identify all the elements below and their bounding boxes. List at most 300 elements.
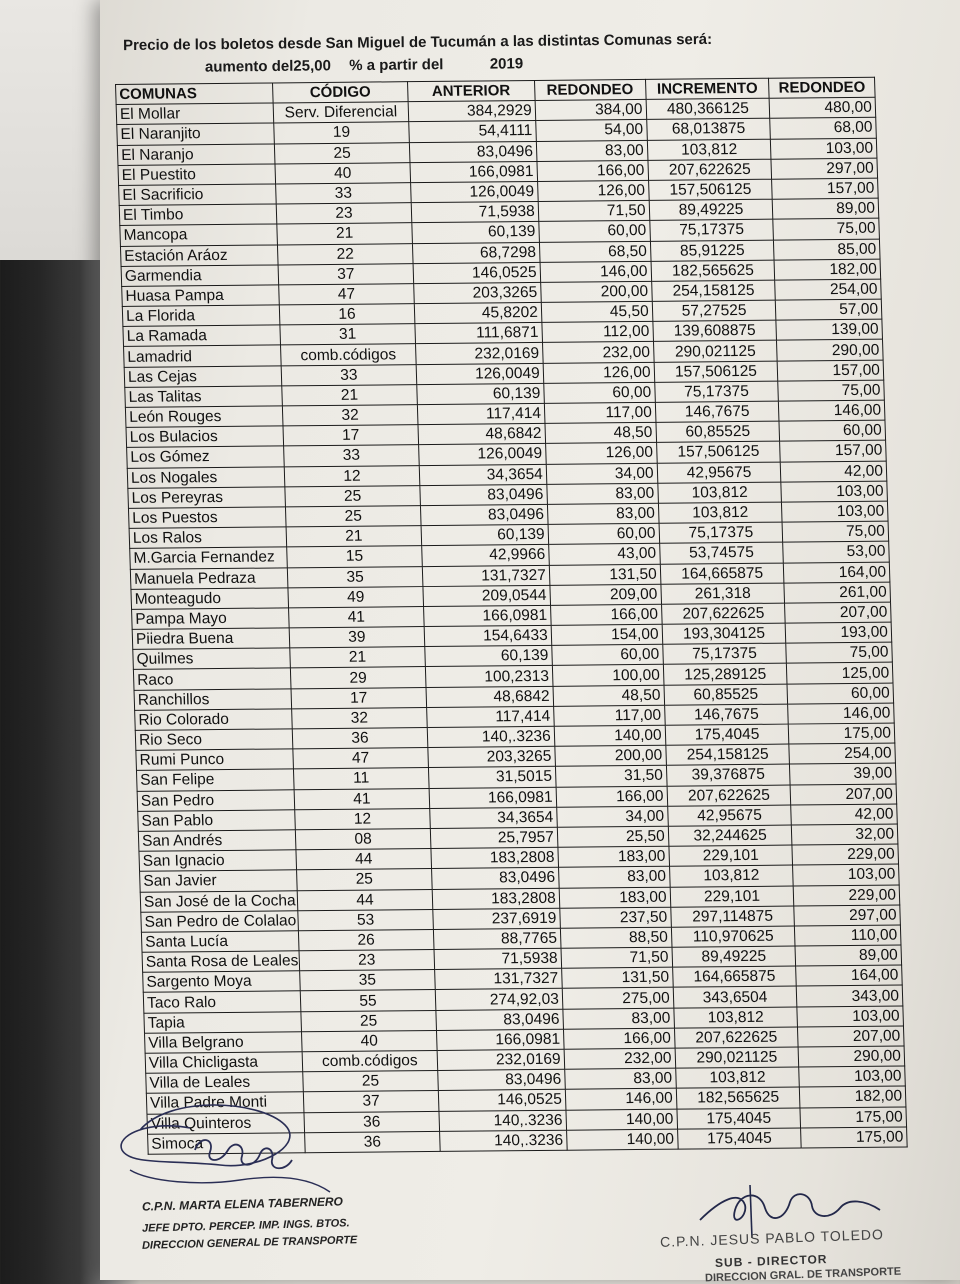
anterior-cell: 68,7298: [412, 242, 540, 263]
incremento-cell: 125,289125: [663, 664, 787, 685]
redondeo-cell: 117,00: [544, 402, 655, 423]
codigo-cell: 32: [292, 707, 427, 728]
comuna-cell: Pampa Mayo: [132, 608, 290, 630]
anterior-cell: 154,6433: [424, 625, 552, 646]
stamp-right-name: C.P.N. JESUS PABLO TOLEDO: [659, 1226, 885, 1250]
incremento-cell: 157,506125: [648, 179, 772, 200]
incremento-cell: 57,27525: [652, 300, 776, 321]
incremento-cell: 157,506125: [656, 442, 780, 463]
stamp-left-role: JEFE DPTO. PERCEP. IMP. INGS. BTOS.: [141, 1217, 350, 1235]
comuna-cell: El Timbo: [119, 204, 277, 226]
redondeo-final-cell: 89,00: [795, 945, 901, 966]
redondeo-final-cell: 480,00: [770, 97, 876, 118]
anterior-cell: 140,.3236: [439, 1110, 567, 1131]
codigo-cell: 33: [276, 183, 411, 204]
redondeo-cell: 232,00: [564, 1048, 675, 1069]
anterior-cell: 34,3654: [429, 807, 557, 828]
comuna-cell: Simoca: [148, 1132, 306, 1154]
anterior-cell: 237,6919: [433, 908, 561, 929]
anterior-cell: 166,0981: [429, 787, 557, 808]
incremento-cell: 103,812: [647, 139, 771, 160]
redondeo-cell: 126,00: [545, 443, 656, 464]
incremento-cell: 175,4045: [677, 1128, 801, 1149]
redondeo-cell: 200,00: [540, 281, 651, 302]
comuna-cell: Santa Rosa de Leales: [142, 951, 300, 973]
redondeo-final-cell: 207,00: [798, 1026, 904, 1047]
redondeo-final-cell: 42,00: [781, 461, 887, 482]
redondeo-final-cell: 182,00: [800, 1086, 906, 1107]
comuna-cell: Las Cejas: [124, 366, 282, 388]
redondeo-cell: 146,00: [540, 261, 651, 282]
redondeo-final-cell: 103,00: [799, 1066, 905, 1087]
redondeo-cell: 48,50: [545, 423, 656, 444]
redondeo-cell: 131,50: [549, 564, 660, 585]
anterior-cell: 83,0496: [431, 868, 559, 889]
signature-left: [110, 1090, 350, 1210]
anterior-cell: 25,7957: [430, 827, 558, 848]
redondeo-cell: 112,00: [542, 322, 653, 343]
codigo-cell: 16: [279, 304, 414, 325]
codigo-cell: 37: [304, 1091, 439, 1112]
comuna-cell: Ranchillos: [134, 688, 292, 710]
redondeo-final-cell: 175,00: [789, 723, 895, 744]
anterior-cell: 126,0049: [416, 363, 544, 384]
codigo-cell: 17: [283, 425, 418, 446]
stamp-left-name: C.P.N. MARTA ELENA TABERNERO: [141, 1194, 344, 1214]
incremento-cell: 75,17375: [649, 220, 773, 241]
redondeo-final-cell: 229,00: [792, 844, 898, 865]
anterior-cell: 71,5938: [434, 948, 562, 969]
col-header-codigo: CÓDIGO: [273, 82, 408, 103]
redondeo-cell: 140,00: [566, 1129, 677, 1150]
redondeo-cell: 100,00: [552, 665, 663, 686]
codigo-cell: 39: [289, 627, 424, 648]
incremento-cell: 157,506125: [654, 361, 778, 382]
anterior-cell: 183,2808: [432, 888, 560, 909]
codigo-cell: 40: [302, 1030, 437, 1051]
anterior-cell: 146,0525: [438, 1090, 566, 1111]
codigo-cell: 36: [305, 1131, 440, 1152]
codigo-cell: 15: [287, 546, 422, 567]
redondeo-final-cell: 297,00: [794, 905, 900, 926]
anterior-cell: 34,3654: [419, 464, 547, 485]
col-header-incremento: INCREMENTO: [645, 78, 769, 99]
anterior-cell: 48,6842: [418, 424, 546, 445]
codigo-cell: 11: [294, 768, 429, 789]
redondeo-cell: 88,50: [560, 927, 671, 948]
codigo-cell: 35: [287, 566, 422, 587]
codigo-cell: 17: [291, 687, 426, 708]
redondeo-final-cell: 207,00: [785, 602, 891, 623]
codigo-cell: 21: [277, 223, 412, 244]
codigo-cell: 21: [282, 384, 417, 405]
anterior-cell: 83,0496: [420, 484, 548, 505]
incremento-cell: 110,970625: [671, 926, 795, 947]
incremento-cell: 193,304125: [662, 623, 786, 644]
anterior-cell: 60,139: [425, 646, 553, 667]
incremento-cell: 182,565625: [676, 1087, 800, 1108]
redondeo-final-cell: 125,00: [787, 663, 893, 684]
redondeo-cell: 275,00: [562, 988, 673, 1009]
codigo-cell: 23: [276, 203, 411, 224]
comuna-cell: San Andrés: [138, 830, 296, 852]
codigo-cell: 25: [301, 1010, 436, 1031]
stamp-right-department: DIRECCION GRAL. DE TRANSPORTE: [704, 1265, 902, 1284]
redondeo-final-cell: 297,00: [771, 158, 877, 179]
redondeo-cell: 384,00: [535, 100, 646, 121]
anterior-cell: 209,0544: [423, 585, 551, 606]
redondeo-final-cell: 175,00: [801, 1127, 907, 1148]
incremento-cell: 68,013875: [646, 119, 770, 140]
redondeo-final-cell: 193,00: [786, 622, 892, 643]
incremento-cell: 229,101: [669, 845, 793, 866]
anterior-cell: 45,8202: [414, 302, 542, 323]
codigo-cell: comb.códigos: [281, 344, 416, 365]
redondeo-cell: 83,00: [547, 503, 658, 524]
redondeo-cell: 83,00: [564, 1068, 675, 1089]
comuna-cell: Villa Quinteros: [147, 1112, 305, 1134]
comuna-cell: Raco: [133, 668, 291, 690]
redondeo-cell: 183,00: [558, 846, 669, 867]
codigo-cell: 36: [304, 1111, 439, 1132]
anterior-cell: 60,139: [412, 222, 540, 243]
redondeo-final-cell: 110,00: [795, 925, 901, 946]
incremento-cell: 103,812: [658, 502, 782, 523]
from-label: % a partir del: [349, 56, 444, 75]
incremento-cell: 207,622625: [661, 603, 785, 624]
redondeo-cell: 71,50: [538, 201, 649, 222]
redondeo-final-cell: 75,00: [773, 218, 879, 239]
comuna-cell: Villa de Leales: [146, 1072, 304, 1094]
comuna-cell: San Pedro: [137, 789, 295, 811]
codigo-cell: 23: [299, 950, 434, 971]
comuna-cell: Estación Aráoz: [120, 244, 278, 266]
redondeo-cell: 166,00: [563, 1028, 674, 1049]
redondeo-cell: 166,00: [537, 160, 648, 181]
comuna-cell: San Pedro de Colalao: [141, 910, 299, 932]
incremento-cell: 207,622625: [667, 785, 791, 806]
redondeo-cell: 34,00: [556, 806, 667, 827]
redondeo-cell: 83,00: [536, 140, 647, 161]
redondeo-final-cell: 139,00: [776, 319, 882, 340]
comuna-cell: San Ignacio: [139, 850, 297, 872]
redondeo-cell: 60,00: [548, 523, 659, 544]
redondeo-cell: 232,00: [542, 342, 653, 363]
codigo-cell: comb.códigos: [302, 1050, 437, 1071]
incremento-cell: 207,622625: [648, 159, 772, 180]
redondeo-final-cell: 75,00: [782, 521, 888, 542]
codigo-cell: 12: [295, 808, 430, 829]
comuna-cell: Villa Belgrano: [144, 1032, 302, 1054]
anterior-cell: 203,3265: [428, 746, 556, 767]
redondeo-final-cell: 146,00: [779, 400, 885, 421]
anterior-cell: 232,0169: [437, 1049, 565, 1070]
anterior-cell: 48,6842: [426, 686, 554, 707]
redondeo-final-cell: 207,00: [791, 784, 897, 805]
codigo-cell: 37: [278, 263, 413, 284]
anterior-cell: 140,.3236: [439, 1130, 567, 1151]
col-header-redondeo-final: REDONDEO: [769, 77, 875, 98]
incremento-cell: 103,812: [657, 482, 781, 503]
incremento-cell: 60,85525: [656, 421, 780, 442]
incremento-cell: 343,6504: [673, 986, 797, 1007]
col-header-comunas: COMUNAS: [116, 83, 274, 105]
comuna-cell: Huasa Pampa: [122, 285, 280, 307]
increase-label: aumento del25,00: [204, 57, 331, 76]
codigo-cell: 22: [278, 243, 413, 264]
incremento-cell: 85,91225: [650, 240, 774, 261]
redondeo-final-cell: 157,00: [778, 360, 884, 381]
redondeo-final-cell: 32,00: [792, 824, 898, 845]
comuna-cell: San José de la Cocha: [140, 890, 298, 912]
anterior-cell: 100,2313: [425, 666, 553, 687]
redondeo-final-cell: 254,00: [789, 743, 895, 764]
document-title: Precio de los boletos desde San Miguel de Tucumán a las distintas Comunas será:: [122, 30, 713, 55]
incremento-cell: 39,376875: [666, 764, 790, 785]
incremento-cell: 229,101: [670, 886, 794, 907]
redondeo-cell: 45,50: [541, 301, 652, 322]
redondeo-cell: 68,50: [539, 241, 650, 262]
redondeo-final-cell: 254,00: [775, 279, 881, 300]
redondeo-cell: 60,00: [544, 382, 655, 403]
codigo-cell: 19: [274, 122, 409, 143]
anterior-cell: 111,6871: [415, 323, 543, 344]
incremento-cell: 297,114875: [670, 906, 794, 927]
redondeo-final-cell: 75,00: [778, 380, 884, 401]
comuna-cell: Villa Padre Monti: [146, 1092, 304, 1114]
incremento-cell: 89,49225: [672, 946, 796, 967]
stamp-right-role: SUB - DIRECTOR: [714, 1252, 828, 1270]
redondeo-cell: 54,00: [535, 120, 646, 141]
incremento-cell: 146,7675: [655, 401, 779, 422]
redondeo-cell: 154,00: [551, 624, 662, 645]
redondeo-final-cell: 42,00: [791, 804, 897, 825]
comuna-cell: Rio Colorado: [135, 709, 293, 731]
incremento-cell: 254,158125: [665, 744, 789, 765]
codigo-cell: 25: [303, 1071, 438, 1092]
comuna-cell: San Javier: [140, 870, 298, 892]
incremento-cell: 60,85525: [664, 684, 788, 705]
incremento-cell: 42,95675: [667, 805, 791, 826]
col-header-anterior: ANTERIOR: [407, 80, 535, 101]
codigo-cell: 49: [288, 586, 423, 607]
codigo-cell: Serv. Diferencial: [273, 102, 408, 123]
comuna-cell: M.Garcia Fernandez: [130, 547, 288, 569]
comuna-cell: El Sacrificio: [119, 184, 277, 206]
redondeo-cell: 140,00: [554, 725, 665, 746]
comuna-cell: Lamadrid: [124, 345, 282, 367]
incremento-cell: 261,318: [661, 583, 785, 604]
incremento-cell: 103,812: [669, 865, 793, 886]
redondeo-final-cell: 68,00: [770, 118, 876, 139]
comuna-cell: Los Nogales: [127, 466, 285, 488]
redondeo-final-cell: 157,00: [772, 178, 878, 199]
redondeo-final-cell: 175,00: [800, 1107, 906, 1128]
redondeo-cell: 31,50: [555, 766, 666, 787]
anterior-cell: 126,0049: [418, 444, 546, 465]
codigo-cell: 33: [284, 445, 419, 466]
codigo-cell: 32: [283, 405, 418, 426]
comuna-cell: Las Talitas: [125, 386, 283, 408]
fare-table-wrapper: [115, 77, 913, 1155]
comuna-cell: Los Bulacios: [126, 426, 284, 448]
comuna-cell: León Rouges: [125, 406, 283, 428]
redondeo-final-cell: 157,00: [780, 440, 886, 461]
anterior-cell: 60,139: [421, 524, 549, 545]
year-label: 2019: [489, 55, 524, 73]
codigo-cell: 47: [293, 748, 428, 769]
table-body: [116, 97, 907, 1154]
anterior-cell: 131,7327: [434, 969, 562, 990]
comuna-cell: Villa Chicligasta: [145, 1052, 303, 1074]
incremento-cell: 207,622625: [674, 1027, 798, 1048]
redondeo-final-cell: 103,00: [793, 864, 899, 885]
comuna-cell: Los Pereyras: [128, 487, 286, 509]
redondeo-cell: 71,50: [561, 947, 672, 968]
comuna-cell: Rio Seco: [135, 729, 293, 751]
anterior-cell: 60,139: [416, 383, 544, 404]
redondeo-cell: 43,00: [548, 544, 659, 565]
redondeo-cell: 83,00: [547, 483, 658, 504]
codigo-cell: 33: [281, 364, 416, 385]
incremento-cell: 146,7675: [664, 704, 788, 725]
codigo-cell: 21: [290, 647, 425, 668]
anterior-cell: 166,0981: [436, 1029, 564, 1050]
incremento-cell: 175,4045: [665, 724, 789, 745]
anterior-cell: 42,9966: [421, 545, 549, 566]
anterior-cell: 83,0496: [436, 1009, 564, 1030]
codigo-cell: 44: [296, 849, 431, 870]
incremento-cell: 75,17375: [659, 522, 783, 543]
anterior-cell: 54,4111: [408, 121, 536, 142]
incremento-cell: 164,665875: [672, 966, 796, 987]
anterior-cell: 83,0496: [420, 504, 548, 525]
codigo-cell: 35: [300, 970, 435, 991]
incremento-cell: 139,608875: [653, 320, 777, 341]
anterior-cell: 117,414: [417, 403, 545, 424]
anterior-cell: 166,0981: [423, 605, 551, 626]
anterior-cell: 232,0169: [415, 343, 543, 364]
comuna-cell: Monteagudo: [131, 588, 289, 610]
incremento-cell: 103,812: [675, 1067, 799, 1088]
codigo-cell: 47: [279, 284, 414, 305]
redondeo-final-cell: 261,00: [784, 582, 890, 603]
redondeo-final-cell: 182,00: [774, 259, 880, 280]
incremento-cell: 480,366125: [646, 98, 770, 119]
redondeo-final-cell: 75,00: [786, 642, 892, 663]
redondeo-cell: 209,00: [550, 584, 661, 605]
redondeo-cell: 237,50: [560, 907, 671, 928]
anterior-cell: 71,5938: [411, 202, 539, 223]
redondeo-cell: 25,50: [557, 826, 668, 847]
comuna-cell: Garmendia: [121, 265, 279, 287]
comuna-cell: El Puestito: [118, 164, 276, 186]
redondeo-final-cell: 164,00: [796, 965, 902, 986]
anterior-cell: 117,414: [426, 706, 554, 727]
codigo-cell: 25: [297, 869, 432, 890]
comuna-cell: Manuela Pedraza: [130, 567, 288, 589]
anterior-cell: 166,0981: [410, 161, 538, 182]
redondeo-cell: 146,00: [565, 1089, 676, 1110]
redondeo-cell: 117,00: [553, 705, 664, 726]
comuna-cell: Quilmes: [133, 648, 291, 670]
anterior-cell: 274,92,03: [435, 989, 563, 1010]
codigo-cell: 36: [292, 728, 427, 749]
comuna-cell: Los Puestos: [128, 507, 286, 529]
incremento-cell: 103,812: [673, 1007, 797, 1028]
comuna-cell: El Naranjo: [117, 144, 275, 166]
incremento-cell: 254,158125: [651, 280, 775, 301]
redondeo-final-cell: 103,00: [771, 138, 877, 159]
incremento-cell: 75,17375: [654, 381, 778, 402]
incremento-cell: 42,95675: [657, 462, 781, 483]
incremento-cell: 164,665875: [660, 563, 784, 584]
comuna-cell: Piiedra Buena: [132, 628, 290, 650]
comuna-cell: Tapia: [144, 1011, 302, 1033]
redondeo-cell: 60,00: [552, 645, 663, 666]
redondeo-final-cell: 164,00: [784, 562, 890, 583]
redondeo-cell: 48,50: [553, 685, 664, 706]
codigo-cell: 25: [285, 485, 420, 506]
incremento-cell: 32,244625: [668, 825, 792, 846]
redondeo-final-cell: 53,00: [783, 541, 889, 562]
redondeo-cell: 131,50: [561, 967, 672, 988]
anterior-cell: 384,2929: [408, 101, 536, 122]
redondeo-final-cell: 57,00: [776, 299, 882, 320]
col-header-redondeo: REDONDEO: [534, 79, 645, 100]
anterior-cell: 31,5015: [428, 767, 556, 788]
redondeo-cell: 83,00: [563, 1008, 674, 1029]
redondeo-final-cell: 60,00: [779, 420, 885, 441]
redondeo-final-cell: 146,00: [788, 703, 894, 724]
redondeo-cell: 126,00: [543, 362, 654, 383]
redondeo-final-cell: 229,00: [794, 885, 900, 906]
redondeo-final-cell: 103,00: [781, 481, 887, 502]
redondeo-final-cell: 39,00: [790, 763, 896, 784]
comuna-cell: Mancopa: [120, 224, 278, 246]
codigo-cell: 31: [280, 324, 415, 345]
redondeo-final-cell: 85,00: [774, 239, 880, 260]
comuna-cell: El Naranjito: [117, 123, 275, 145]
redondeo-cell: 200,00: [555, 745, 666, 766]
redondeo-cell: 183,00: [559, 887, 670, 908]
codigo-cell: 53: [298, 909, 433, 930]
redondeo-cell: 60,00: [539, 221, 650, 242]
redondeo-cell: 126,00: [537, 180, 648, 201]
codigo-cell: 40: [275, 162, 410, 183]
anterior-cell: 83,0496: [409, 141, 537, 162]
incremento-cell: 290,021125: [675, 1047, 799, 1068]
codigo-cell: 41: [294, 788, 429, 809]
codigo-cell: 25: [286, 506, 421, 527]
comuna-cell: Rumi Punco: [136, 749, 294, 771]
redondeo-final-cell: 103,00: [782, 501, 888, 522]
redondeo-cell: 166,00: [556, 786, 667, 807]
redondeo-cell: 140,00: [566, 1109, 677, 1130]
comuna-cell: Santa Lucía: [141, 931, 299, 953]
anterior-cell: 88,7765: [433, 928, 561, 949]
redondeo-cell: 83,00: [558, 867, 669, 888]
comuna-cell: Los Ralos: [129, 527, 287, 549]
anterior-cell: 126,0049: [410, 181, 538, 202]
comuna-cell: Los Gómez: [127, 446, 285, 468]
comuna-cell: Taco Ralo: [143, 991, 301, 1013]
incremento-cell: 182,565625: [651, 260, 775, 281]
redondeo-final-cell: 290,00: [799, 1046, 905, 1067]
incremento-cell: 290,021125: [653, 341, 777, 362]
anterior-cell: 183,2808: [431, 847, 559, 868]
comuna-cell: La Ramada: [123, 325, 281, 347]
